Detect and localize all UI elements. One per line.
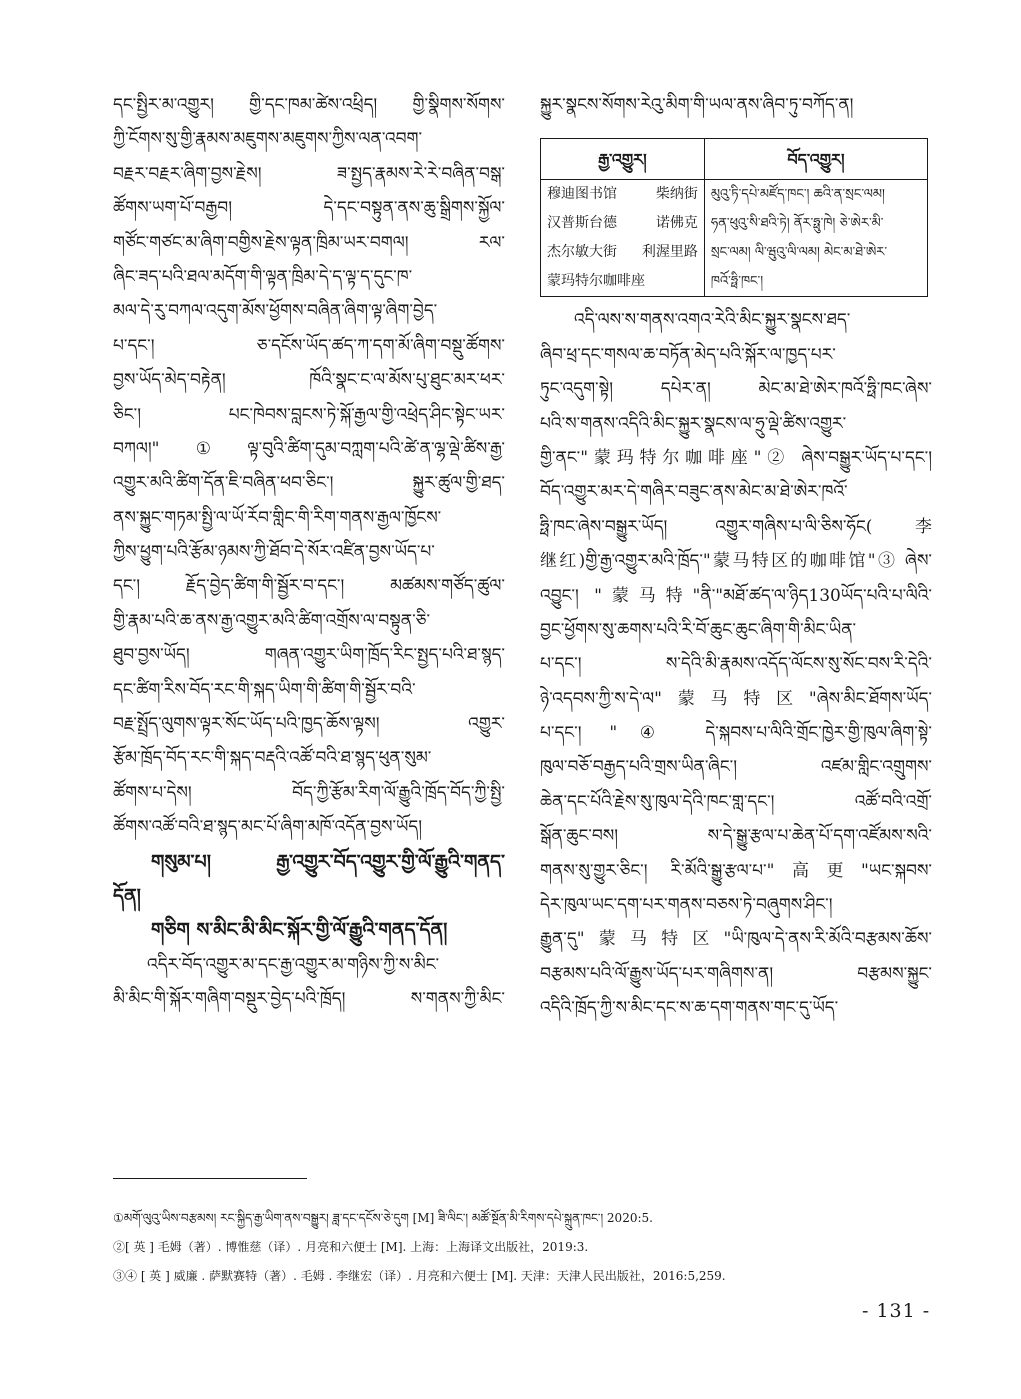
body-line: 继红)གྱི་རྒྱ་འགྱུར་མའི་ཁྲོད་"蒙马特区的咖啡馆"③ ཞེས་ — [540, 551, 932, 572]
body-line: པ་དང་། "④ དེ་སྐབས་པ་ལིའི་གྲོང་ཁྱེར་གྱི་ཁུལ་ཞིག་སྟེ་ — [540, 723, 932, 744]
body-line: འདིར་བོད་འགྱུར་མ་དང་རྒྱ་འགྱུར་མ་གཉིས་ཀྱི་ས་མིང་ — [147, 954, 440, 975]
chinese-place-name: 杰尔敏大街 — [547, 244, 617, 261]
right-intro-line: སྐྱུར་སྣངས་སོགས་རེའུ་མིག་གི་ཡལ་ནས་ཞིབ་ཏུ་བཀོད་ན། — [540, 95, 854, 115]
body-line: འགྱུར་མའི་ཚིག་དོན་ཇི་བཞིན་ཕབ་ཅིང་། སྐྱུར་ཚུལ་གྱི་ཐད་ — [113, 473, 505, 494]
body-line: གཙོང་གཙང་མ་ཞིག་བགྱིས་རྗེས་ལྟན་ཁྲིམ་ཡར་བགལ། རལ་ — [113, 232, 505, 253]
body-line: རྩོམ་ཁྲོད་བོད་རང་གི་སྐད་བརྡའི་འཚོ་བའི་ཐ་སྙད་ཕུན་སུམ་ — [113, 748, 432, 769]
body-line: འབྱུང་། "蒙马特"ནི་"མཐོ་ཚད་ལ་ཉིད130ཡོད་པའི་པ་ལིའི་ — [540, 585, 932, 606]
chinese-place-name: 诺佛克 — [655, 215, 698, 232]
chinese-place-name: 利渥里路 — [641, 244, 698, 261]
section-heading: གསུམ་པ། རྒྱ་འགྱུར་བོད་འགྱུར་གྱི་ལོ་རྒྱུའི་གནད་ — [151, 850, 505, 873]
tibetan-name-row: ཧན་ཕུའུ་སི་ཐའི་ཏེ། ནོར་ཧྥུ་ཁེ། ཅེ་ཨེར་མི་ — [710, 216, 884, 232]
body-line: ཚོགས་འཚོ་བའི་ཐ་སྙད་མང་པོ་ཞིག་མཁོ་འདོན་བྱས་ཡོད། — [113, 817, 422, 838]
footnotes — [113, 1204, 933, 1291]
tibetan-name-row: ཁའོ་ཧྥི་ཁང་། — [710, 274, 764, 290]
left-column — [113, 88, 505, 1017]
body-line: ཧྥི་ཁང་ཞེས་བསྒྱུར་ཡོད། འགྱུར་གཞིས་པ་ལི་ཅིས་ཧོང(李 — [540, 516, 932, 537]
page-number: - 131 - — [862, 1300, 931, 1322]
body-line: བྱས་ཡོད་མེད་བརྟེན། ཁོའི་སྣང་ང་ལ་མོས་པུ་ཐུང་མར་ཕར་ — [113, 370, 505, 391]
table-cell-chinese-names — [541, 180, 705, 297]
chinese-place-name: 穆迪图书馆 — [547, 186, 617, 203]
footnote-divider — [113, 1178, 307, 1179]
table-cell-tibetan-names — [704, 180, 927, 297]
body-line: པ་དང་། ས་དེའི་མི་རྣམས་འདོད་ལོངས་སུ་སོང་བས་རི་དེའི་ — [540, 654, 932, 675]
tibetan-name-row: སྲང་ལམ། ལི་ཝུའུ་ལི་ལམ། མེང་མ་ཐེ་ཨེར་ — [710, 245, 888, 261]
chinese-name-row — [547, 238, 698, 267]
body-line: སྒོན་ཆུང་བས། ས་དེ་སྒྱུ་རྩལ་པ་ཆེན་པོ་དག་འཛོམས་སའི་ — [540, 826, 932, 847]
body-line: དང་སྤྱིར་མ་འགྱུར། གྱི་དང་ཁམ་ཚེས་འཕྲིད། གྱི་སྣིགས་སོགས་ — [113, 95, 505, 115]
table-header-tibetan: བོད་འགྱུར། — [704, 139, 927, 180]
chinese-name-row — [547, 267, 698, 296]
body-line: བརྗར་བརྗར་ཞིག་བྱས་རྗེས། ཟ་སྤྱད་རྣམས་རེ་རེ་བཞིན་བསྒ་ — [113, 163, 505, 184]
chinese-place-name: 蒙玛特尔咖啡座 — [547, 273, 645, 290]
subsection-heading: གཅིག ས་མིང་མི་མིང་སྐོར་གྱི་ལོ་རྒྱུའི་གནད་དོན། — [151, 919, 448, 942]
body-line: ཞིང་ཟད་པའི་ཐལ་མདོག་གི་ལྟན་ཁྲིམ་དེ་ད་ལྟ་ད་དུང་ཁ་ — [113, 266, 413, 287]
chinese-place-name: 柴纳街 — [655, 186, 698, 203]
body-line: འདི་ལས་ས་གནས་འགའ་རེའི་མིང་སྐྱུར་སྣངས་ཐད་ — [574, 310, 851, 331]
body-line: ཚོགས་པ་དེས། བོད་ཀྱི་རྩོམ་རིག་ལོ་རྒྱུའི་ཁྲོད་བོད་ཀྱི་སྤྱི་ — [113, 782, 505, 803]
right-body-text — [540, 303, 932, 1025]
body-line: ནས་སྐྱུང་གཏམ་སྤྱི་ལ་ཡོ་རོབ་གླིང་གི་རིག་གནས་རྒྱལ་ཁྱོངས་ — [113, 507, 442, 528]
footnote-3-4: ③④ [ 英 ] 威廉 . 萨默赛特（著）. 毛姆 . 李继宏（译）. 月亮和六便士 [M]. 天津：天津人民出版社，2016:5,259. — [113, 1269, 726, 1283]
body-line: བྱང་ཕྱོགས་སུ་ཆགས་པའི་རི་བོ་ཆུང་ཆུང་ཞིག་གི་མིང་ཡིན་ — [540, 619, 857, 640]
body-line: ཐུབ་བྱས་ཡོད། གཞན་འགྱུར་ཡིག་ཁྲོད་རིང་སྤྱད་པའི་ཐ་སྙད་ — [113, 645, 505, 666]
chinese-place-name: 汉普斯台德 — [547, 215, 617, 232]
body-line: དང་ཚིག་རིས་བོད་རང་གི་སྐད་ཡིག་གི་ཚིག་གི་སྦྱོར་བའི་ — [113, 679, 416, 700]
body-line: མི་མིང་གི་སྐོར་གཞིག་བསྡུར་བྱེད་པའི་ཁྲོད། ས་གནས་ཀྱི་མིང་ — [113, 989, 505, 1010]
body-line: ཀྱི་ངོགས་སུ་གྱི་རྣམས་མཇུགས་མཇུགས་ཀྱིས་ལན་འབག་ — [113, 129, 423, 150]
body-line: ཅིང་། པང་ཁེབས་བླངས་ཏེ་སྐོ་རྒྱལ་གྱི་འཕྲེད་ཤིང་སྟེང་ཡར་ — [113, 404, 505, 425]
body-line: དེར་ཁུལ་ཡང་དག་པར་གནས་བཅས་ཏེ་བཞུགས་ཤིང་། — [540, 895, 833, 916]
body-line: ཚོགས་ཡག་པོ་བརྒྱབ། དེ་དང་བསྟུན་ནས་ཆུ་སྒྲིགས་སྐྱོལ་ — [113, 198, 505, 219]
body-line: བརྩམས་པའི་ལོ་རྒྱུས་ཡོད་པར་གཞིགས་ན། བརྩམས་སྐྱུང་ — [540, 963, 932, 984]
tibetan-name-row: མུའུ་ཏི་དཔེ་མཛོད་ཁང་། ཆའི་ན་སྲང་ལམ། — [710, 187, 885, 203]
body-line: ཁུལ་བཅོ་བརྒྱད་པའི་གྲས་ཡིན་ཞིང་། འཛམ་གླིང་འགྲུགས་ — [540, 757, 932, 778]
body-line: ཉེ་འདབས་ཀྱི་ས་དེ་ལ"蒙马特区"ཞེས་མིང་ཐོགས་ཡོད་ — [540, 688, 932, 709]
body-line: གྱི་རྣམ་པའི་ཆ་ནས་རྒྱ་འགྱུར་མའི་ཚིག་འགྲོས་ལ་བསྟུན་ཅི་ — [113, 610, 431, 631]
table-header-chinese: རྒྱ་འགྱུར། — [541, 139, 705, 180]
body-line: དང་། རྗོད་བྱེད་ཚིག་གི་སྦྱོར་བ་དང་། མཚམས་གཙོད་ཚུལ་ — [113, 576, 505, 597]
body-line: པའི་ས་གནས་འདིའི་མིང་སྐྱུར་སྣངས་ལ་ཧྲུ་ལྡེ་ཚིས་འགྱུར་ — [540, 413, 847, 434]
footnote-2: ②[ 英 ] 毛姆（著）. 博惟慈（译）. 月亮和六便士 [M]. 上海：上海译文出版社，2019:3. — [113, 1240, 589, 1254]
body-line: པ་དང་། ཅ་དངོས་ཡོད་ཚད་ཀ་དག་མོ་ཞིག་བསྡུ་ཚོགས་ — [113, 335, 505, 356]
body-line: བཀལ།"①ལྟ་བུའི་ཚིག་དུམ་བཀླག་པའི་ཚེ་ན་ལྷ་ལྡེ་ཚིས་རྒྱ་ — [113, 438, 505, 459]
body-line: འདིའི་ཁྲོད་ཀྱི་ས་མིང་དང་ས་ཆ་དག་གནས་གང་དུ་ཡོད་ — [540, 998, 839, 1019]
place-name-table — [540, 138, 928, 297]
body-line: ཏུང་འདུག་སྟེ། དཔེར་ན། མེང་མ་ཐེ་ཨེར་ཁའོ་ཧྥི་ཁང་ཞེས་ — [540, 379, 932, 400]
body-line: གནས་སུ་གྱུར་ཅིང་། རི་མོའི་སྒྱུ་རྩལ་པ་"高更"ཡང་སྐབས་ — [540, 860, 932, 881]
section-heading-cont: དོན། — [113, 884, 141, 907]
body-line: ཆེན་དང་པོའི་རྗེས་སུ་ཁུལ་དེའི་ཁང་གླ་དང་། འཚོ་བའི་འགྲོ་ — [540, 791, 932, 812]
body-line: བརྗ་སྤྲོད་ལུགས་ལྟར་སོང་ཡོད་པའི་ཁྱད་ཆོས་ལྟས། འགྱུར་ — [113, 714, 505, 735]
chinese-name-row — [547, 180, 698, 209]
body-line: མལ་དེ་རུ་བཀལ་འདུག་མོས་ཕྱོགས་བཞིན་ཞིག་ལྟ་ཞིག་བྱེད་ — [113, 301, 438, 322]
right-column — [540, 88, 932, 1026]
body-line: ཞིབ་ཕྲ་དང་གསལ་ཆ་བཏོན་མེད་པའི་སྐོར་ལ་ཁྱད་པར་ — [540, 344, 836, 365]
footnote-1: ①མགོ་ལུའུ་ཡིས་བརྩམས། རང་སྐྱིད་རྒྱ་ཡིག་ནས་བསྒྱུར། ཟླ་དང་དངོས་ཅེ་དུག [M] ཟི་ལིང་། མཚོ་སྔོན་མི་རིགས་དཔེ་སྐྲུན་ཁང་། 2020:5. — [113, 1211, 653, 1225]
body-line: ཀྱིས་ཕྱུག་པའི་རྩོམ་ཉམས་ཀྱི་ཐོབ་དེ་སོར་འཛིན་བྱས་ཡོད་པ་ — [113, 542, 435, 563]
body-line: གྱི་ནང་"蒙玛特尔咖啡座"② ཞེས་བསྒྱུར་ཡོད་པ་དང་། — [540, 447, 932, 468]
body-line: བོད་འགྱུར་མར་དེ་གཞིར་བཟུང་ནས་མེང་མ་ཐེ་ཨེར་ཁའོ་ — [540, 482, 848, 503]
body-line: རྒྱུན་དུ"蒙马特区"ཡི་ཁུལ་དེ་ནས་རི་མོའི་བརྩམས་ཆོས་ — [540, 929, 932, 950]
chinese-name-row — [547, 209, 698, 238]
